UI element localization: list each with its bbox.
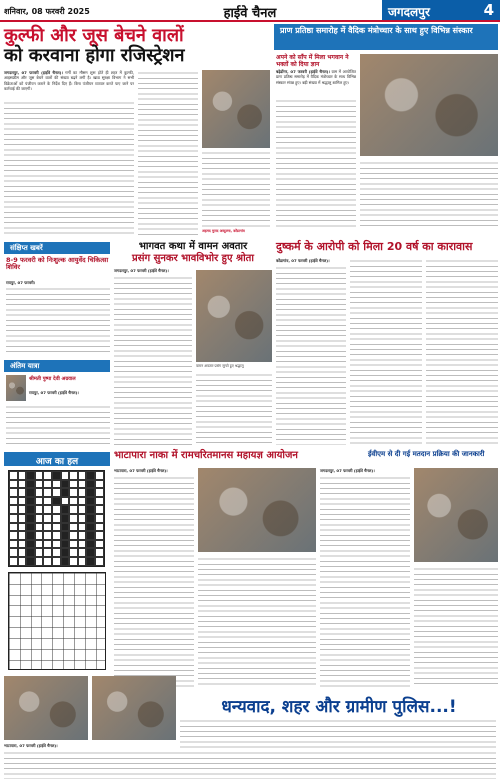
crossword-cell [61, 480, 70, 489]
crossword-cell [95, 497, 104, 506]
newspaper-name: हाईवे चैनल [223, 6, 277, 21]
crossword-cell [61, 523, 70, 532]
story-evm-columns-2 [414, 566, 498, 687]
crossword-cell [69, 514, 78, 523]
photo-kulfi-vendor [202, 70, 270, 148]
crossword-cell [61, 548, 70, 557]
crossword-cell [95, 471, 104, 480]
crossword-cell [86, 480, 95, 489]
crossword-title: आज का हल [4, 452, 110, 466]
crossword-cell [69, 540, 78, 549]
issue-date: शनिवार, 08 फरवरी 2025 [4, 7, 90, 16]
crossword-cell [9, 480, 18, 489]
story-pran-text: ग्राम में आयोजित प्राण प्रतिष्ठा समारोह में वैदिक मंत्रोच्चार के साथ विभिन्न संस्कार संपन्न हुए। बड़ी संख्या में श्रद्धालु शामिल हुए। [276, 69, 356, 85]
photo-pran-ceremony [360, 54, 498, 156]
caption-bhagwat: वामन अवतार प्रसंग सुनते हुए श्रद्धालु [196, 364, 244, 368]
crossword-cell [52, 557, 61, 566]
crossword-cell [95, 540, 104, 549]
crossword-cell [78, 471, 87, 480]
story-evm-dateline [320, 468, 410, 473]
crossword-cell [52, 514, 61, 523]
crossword-cell [61, 540, 70, 549]
crossword-cell [69, 557, 78, 566]
crossword-cell [35, 480, 44, 489]
crossword-cell [26, 505, 35, 514]
subhead-pran: अपने को साँप में मिला भगवान ने भक्तों को दिया ज्ञान [276, 54, 349, 69]
crossword-cell [26, 557, 35, 566]
crossword-cell [18, 505, 27, 514]
crossword-cell [43, 523, 52, 532]
camp-dateline: रायपुर, 07 फरवरी। [6, 280, 36, 285]
crossword-cell [43, 557, 52, 566]
crossword-cell [61, 531, 70, 540]
crossword-cell [43, 480, 52, 489]
crossword-cell [18, 531, 27, 540]
crossword-cell [78, 505, 87, 514]
story-pran-dateline: बड़ेडोंगर, 07 फरवरी (हाईवे चैनल)। [276, 69, 330, 74]
headline-camp: 8-9 फरवरी को निःशुल्क आयुर्वेद चिकित्सा शिविर [6, 256, 109, 272]
crossword-cell [9, 557, 18, 566]
story-bhagwat-columns-2 [196, 372, 272, 445]
crossword-cell [35, 505, 44, 514]
crossword-cell [52, 471, 61, 480]
headline-kulfi-line1: कुल्फी और जूस बेचने वालों [4, 25, 184, 46]
crossword-cell [43, 488, 52, 497]
crossword-cell [35, 488, 44, 497]
crossword-cell [86, 514, 95, 523]
sudoku-grid [8, 572, 106, 670]
crossword-cell [26, 497, 35, 506]
crossword-cell [78, 480, 87, 489]
edition-city [382, 0, 500, 20]
crossword-cell [69, 523, 78, 532]
crossword-cell [52, 488, 61, 497]
headline-pran: प्राण प्रतिष्ठा समारोह में वैदिक मंत्रोच्चार के साथ हुए विभिन्न संस्कार [274, 24, 498, 50]
headline-bhagwat-line1: भागवत कथा में वामन अवतार [138, 241, 248, 252]
crossword-cell [9, 497, 18, 506]
crossword-cell [86, 505, 95, 514]
crossword-cell [95, 557, 104, 566]
crossword-cell [78, 548, 87, 557]
crossword-cell [61, 497, 70, 506]
story-police-columns [4, 750, 496, 779]
crossword-cell [69, 548, 78, 557]
crossword-cell [43, 548, 52, 557]
crossword-cell [52, 523, 61, 532]
crossword-cell [43, 514, 52, 523]
headline-kulfi-line2: को करवाना होगा रजिस्ट्रेशन [4, 44, 185, 66]
story-court-columns-3 [426, 258, 498, 445]
crossword-cell [9, 514, 18, 523]
crossword-cell [18, 514, 27, 523]
crossword-cell [61, 505, 70, 514]
story-kulfi-columns-2 [138, 70, 198, 235]
obituary-dateline [29, 390, 109, 395]
crossword-cell [61, 514, 70, 523]
crossword-cell [95, 523, 104, 532]
crossword-cell [26, 540, 35, 549]
crossword-cell [52, 531, 61, 540]
police-dateline: भाटापारा, 07 फरवरी (हाईवे चैनल)। [4, 743, 58, 748]
headline-ram: भाटापारा नाका में रामचरितमानस महायज्ञ आयोजन [114, 450, 298, 461]
story-kulfi-columns [4, 100, 134, 235]
crossword-cell [95, 531, 104, 540]
crossword-cell [26, 471, 35, 480]
crossword-cell [35, 557, 44, 566]
crossword-cell [43, 540, 52, 549]
crossword-cell [61, 471, 70, 480]
story-court-dateline [276, 258, 346, 263]
crossword-cell [18, 471, 27, 480]
crossword-cell [9, 471, 18, 480]
story-kulfi-signoff: अहमद मुराद अब्दुल्ला, कोंडागांव [202, 229, 245, 233]
photo-evm-demo [414, 468, 498, 562]
crossword-cell [18, 488, 27, 497]
crossword-cell [26, 514, 35, 523]
bhagwat-dateline: जगदलपुर, 07 फरवरी (हाईवे चैनल)। [114, 268, 169, 273]
crossword-cell [78, 540, 87, 549]
crossword-cell [26, 480, 35, 489]
crossword-cell [43, 505, 52, 514]
story-ram-columns-2 [198, 556, 316, 687]
crossword-cell [52, 505, 61, 514]
crossword-grid [8, 470, 105, 567]
story-kulfi-text: गर्मी का मौसम शुरू होते ही शहर में कुल्फी, आइसक्रीम और जूस बेचने वालों की संख्या बढ़ने लगी है। खाद्य सुरक्षा विभाग ने सभी विक्रेताओं को पंजीयन कराने के निर्देश दिए हैं। बिना पंजीयन व्यापार करते पाए जाने पर कार्रवाई की जाएगी। [4, 70, 134, 91]
story-court-columns [276, 265, 346, 445]
crossword-cell [95, 548, 104, 557]
crossword-cell [18, 557, 27, 566]
crossword-cell [78, 497, 87, 506]
headline-bhagwat-line2: प्रसंग सुनकर भावविभोर हुए श्रोता [132, 252, 254, 264]
crossword-cell [43, 497, 52, 506]
crossword-cell [78, 488, 87, 497]
crossword-cell [86, 557, 95, 566]
crossword-cell [95, 514, 104, 523]
brief-camp-text [6, 286, 110, 356]
brief-camp-dateline [6, 280, 110, 285]
crossword-cell [69, 531, 78, 540]
crossword-cell [69, 497, 78, 506]
story-kulfi-columns-3 [202, 150, 270, 228]
crossword-cell [35, 523, 44, 532]
photo-police-2 [92, 676, 176, 740]
crossword-cell [35, 497, 44, 506]
crossword-cell [78, 523, 87, 532]
obituary-text [6, 404, 110, 446]
crossword-cell [18, 523, 27, 532]
evm-dateline: जगदलपुर, 07 फरवरी (हाईवे चैनल)। [320, 468, 375, 473]
crossword-cell [43, 531, 52, 540]
story-kulfi-dateline: जगदलपुर, 07 फरवरी (हाईवे चैनल)। [4, 70, 63, 75]
story-court-columns-2 [350, 258, 422, 445]
crossword-cell [26, 488, 35, 497]
masthead [0, 0, 500, 22]
crossword-cell [86, 488, 95, 497]
crossword-cell [9, 531, 18, 540]
crossword-cell [26, 531, 35, 540]
crossword-cell [61, 557, 70, 566]
crossword-cell [52, 548, 61, 557]
crossword-cell [95, 480, 104, 489]
story-bhagwat-dateline [114, 268, 192, 273]
story-police-dateline [4, 743, 114, 748]
crossword-cell [9, 523, 18, 532]
crossword-cell [69, 488, 78, 497]
story-evm-columns [320, 475, 410, 687]
photo-police-1 [4, 676, 88, 740]
crossword-cell [52, 480, 61, 489]
crossword-cell [35, 514, 44, 523]
headline-thanks-police: धन्यवाद, शहर और ग्रामीण पुलिस...! [221, 697, 457, 717]
crossword-cell [18, 540, 27, 549]
obituary-dateline-text: रायपुर, 07 फरवरी (हाईवे चैनल)। [29, 390, 79, 395]
crossword-cell [18, 548, 27, 557]
crossword-cell [86, 497, 95, 506]
page-number: 4 [483, 1, 494, 19]
crossword-cell [78, 531, 87, 540]
headline-kulfi [4, 26, 269, 66]
crossword-cell [26, 548, 35, 557]
headline-evm: ईवीएम से दी गई मतदान प्रक्रिया की जानकारी [368, 450, 485, 458]
crossword-cell [86, 548, 95, 557]
headline-court: दुष्कर्म के आरोपी को मिला 20 वर्ष का कारावास [276, 240, 473, 253]
box-obituary-title: अंतिम यात्रा [4, 360, 110, 372]
box-brief-title: संक्षिप्त खबरें [4, 242, 110, 254]
crossword-cell [52, 497, 61, 506]
crossword-cell [26, 523, 35, 532]
crossword-cell [86, 471, 95, 480]
edition-city-name: जगदलपुर [388, 5, 430, 19]
photo-bhagwat-katha [196, 270, 272, 362]
story-pran-body [276, 69, 356, 86]
story-pran-columns-2 [360, 160, 498, 230]
crossword-cell [86, 523, 95, 532]
crossword-cell [86, 540, 95, 549]
story-bhagwat-columns [114, 275, 192, 445]
story-ram-columns [114, 475, 194, 687]
crossword-cell [9, 505, 18, 514]
crossword-cell [43, 471, 52, 480]
photo-ram-yagya [198, 468, 316, 552]
crossword-cell [95, 488, 104, 497]
obituary-name: श्रीमती पुष्पा देवी अग्रवाल [29, 376, 76, 382]
crossword-cell [18, 497, 27, 506]
crossword-cell [95, 505, 104, 514]
crossword-cell [69, 480, 78, 489]
story-police-columns-2 [180, 718, 496, 748]
crossword-cell [9, 488, 18, 497]
crossword-cell [78, 514, 87, 523]
crossword-cell [52, 540, 61, 549]
crossword-cell [35, 471, 44, 480]
headline-bhagwat [114, 241, 272, 264]
story-kulfi-body [4, 70, 134, 92]
story-pran-columns [276, 98, 356, 230]
crossword-cell [69, 471, 78, 480]
crossword-cell [78, 557, 87, 566]
crossword-cell [35, 531, 44, 540]
crossword-cell [35, 548, 44, 557]
crossword-cell [9, 540, 18, 549]
crossword-cell [86, 531, 95, 540]
story-ram-dateline [114, 468, 194, 473]
crossword-cell [69, 505, 78, 514]
crossword-cell [18, 480, 27, 489]
crossword-cell [35, 540, 44, 549]
ram-dateline: भाटापारा, 07 फरवरी (हाईवे चैनल)। [114, 468, 168, 473]
crossword-cell [9, 548, 18, 557]
court-dateline: कोंडागांव, 07 फरवरी (हाईवे चैनल)। [276, 258, 330, 263]
crossword-cell [61, 488, 70, 497]
photo-obituary [6, 375, 26, 401]
